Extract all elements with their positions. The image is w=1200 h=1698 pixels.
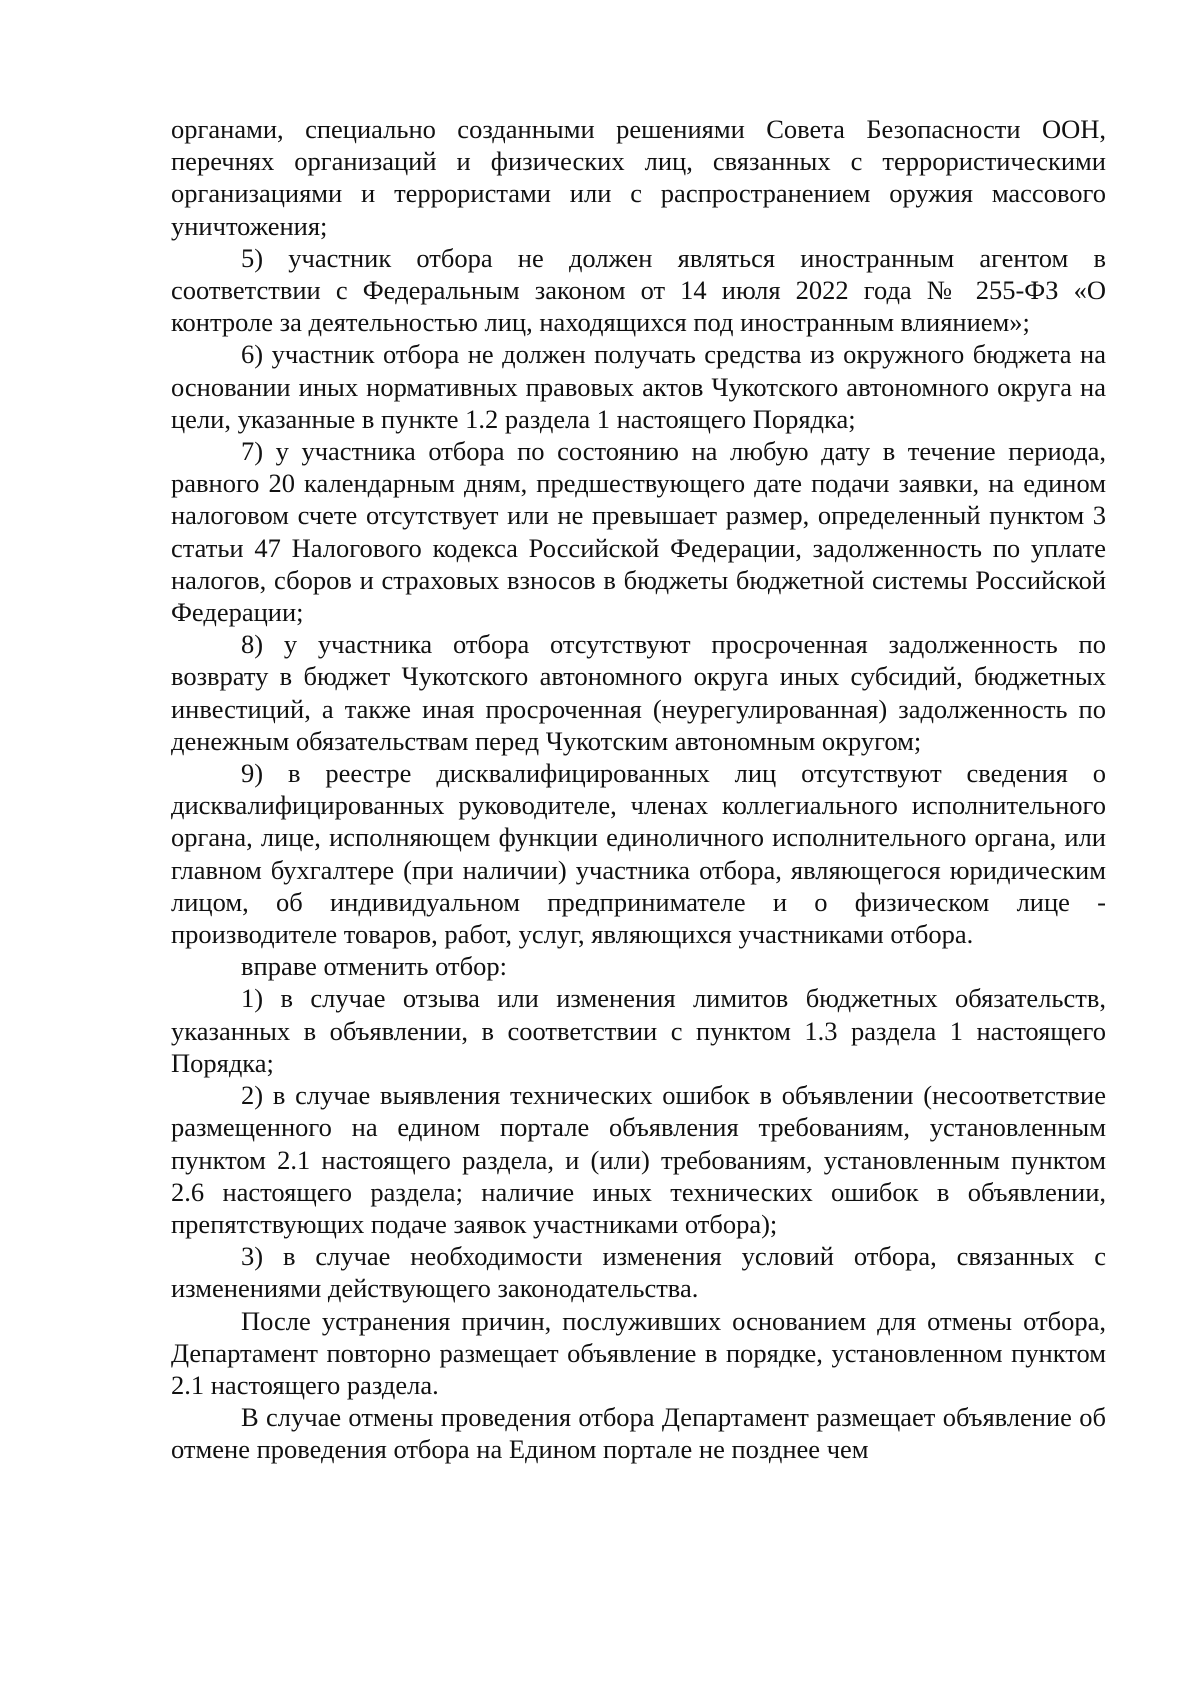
paragraph-cancellation-notice: В случае отмены проведения отбора Департамент размещает объявление об отмене проведения отбора на Едином портале не позднее чем: [171, 1402, 1106, 1465]
paragraph-cancel-reason-3: 3) в случае необходимости изменения условий отбора, связанных с изменениями действующего законодательства.: [171, 1241, 1106, 1304]
paragraph-cancel-selection-intro: вправе отменить отбор:: [241, 951, 507, 982]
paragraph-item-5-foreign-agent: 5) участник отбора не должен являться иностранным агентом в соответствии с Федеральным законом от 14 июля 2022 года № 255-ФЗ «О контроле за деятельностью лиц, находящихся под иностранным влиянием»;: [171, 242, 1106, 338]
paragraph-item-8-overdue-debt: 8) у участника отбора отсутствуют просроченная задолженность по возврату в бюджет Чукотского автономного округа иных субсидий, бюджетных инвестиций, а также иная просроченная (неурегулированная) задолженность по денежным обязательствам перед Чукотским автономным округом;: [171, 629, 1106, 756]
paragraph-item-7-tax-debt: 7) у участника отбора по состоянию на любую дату в течение периода, равного 20 календарным дням, предшествующего дате подачи заявки, на едином налоговом счете отсутствует или не превышает размер, определенный пунктом 3 статьи 47 Налогового кодекса Российской Федерации, задолженность по уплате налогов, сборов и страховых взносов в бюджеты бюджетной системы Российской Федерации;: [171, 436, 1106, 628]
paragraph-item-9-disqualified-registry: 9) в реестре дисквалифицированных лиц отсутствуют сведения о дисквалифицированных руководителе, членах коллегиального исполнительного органа, лице, исполняющем функции единоличного исполнительного органа, или главном бухгалтере (при наличии) участника отбора, являющегося юридическим лицом, об индивидуальном предпринимателе и о физическом лице - производителе товаров, работ, услуг, являющихся участниками отбора.: [171, 758, 1106, 950]
paragraph-cancel-reason-1: 1) в случае отзыва или изменения лимитов бюджетных обязательств, указанных в объявлении, в соответствии с пунктом 1.3 раздела 1 настоящего Порядка;: [171, 983, 1106, 1078]
paragraph-un-lists-end: органами, специально созданными решениями Совета Безопасности ООН, перечнях организаций и физических лиц, связанных с террористическими организациями и террористами или с распространением оружия массового уничтожения;: [171, 114, 1106, 241]
paragraph-cancel-reason-2: 2) в случае выявления технических ошибок в объявлении (несоответствие размещенного на едином портале объявления требованиям, установленным пунктом 2.1 настоящего раздела, и (или) требованиям, установленным пунктом 2.6 настоящего раздела; наличие иных технических ошибок в объявлении, препятствующих подаче заявок участниками отбора);: [171, 1080, 1106, 1239]
paragraph-item-6-budget-funds: 6) участник отбора не должен получать средства из окружного бюджета на основании иных нормативных правовых актов Чукотского автономного округа на цели, указанные в пункте 1.2 раздела 1 настоящего Порядка;: [171, 339, 1106, 434]
paragraph-repost-announcement: После устранения причин, послуживших основанием для отмены отбора, Департамент повторно размещает объявление в порядке, установленном пунктом 2.1 настоящего раздела.: [171, 1305, 1106, 1400]
document-body: [171, 113, 1106, 1466]
